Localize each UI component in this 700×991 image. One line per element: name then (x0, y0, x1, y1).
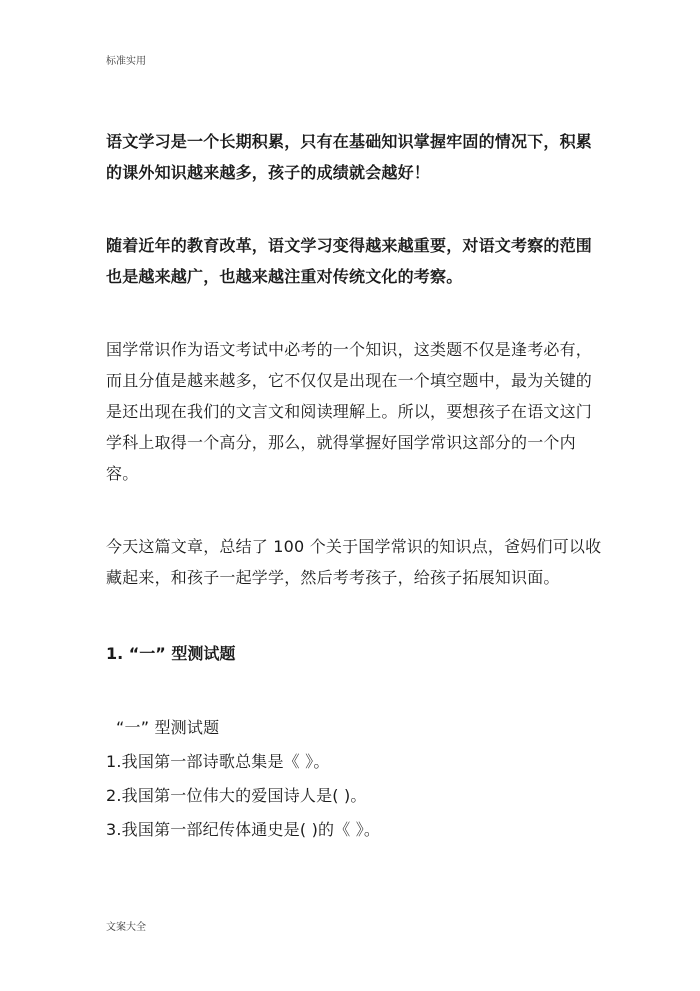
body-paragraph-1: 国学常识作为语文考试中必考的一个知识，这类题不仅是逢考必有，而且分值是越来越多，它不仅仅是出现在一个填空题中，最为关键的是还出现在我们的文言文和阅读理解上。所以，要想孩子在语文这门学科上取得一个高分，那么，就得掌握好国学常识这部分的一个内容。 (106, 340, 593, 483)
page-header: 标准实用 (106, 56, 146, 67)
intro-paragraph-1: 语文学习是一个长期积累，只有在基础知识掌握牢固的情况下，积累的课外知识越来越多，孩子的成绩就会越好！ (106, 132, 593, 182)
question-item: 3.我国第一部纪传体通史是( )的《 》。 (106, 820, 381, 839)
page-footer: 文案大全 (106, 922, 146, 933)
intro-paragraph-2: 随着近年的教育改革，语文学习变得越来越重要，对语文考察的范围也是越来越广，也越来越注重对传统文化的考察。 (106, 236, 593, 286)
question-list (106, 711, 606, 847)
body-paragraph-2: 今天这篇文章，总结了 100 个关于国学常识的知识点，爸妈们可以收藏起来，和孩子一起学学，然后考考孩子，给孩子拓展知识面。 (106, 537, 602, 587)
section-subtitle: “一” 型测试题 (116, 718, 220, 737)
question-item: 1.我国第一部诗歌总集是《 》。 (106, 752, 330, 771)
question-item: 2.我国第一位伟大的爱国诗人是( )。 (106, 786, 367, 805)
section-title: 1. “一” 型测试题 (106, 644, 236, 663)
document-body (106, 126, 606, 847)
